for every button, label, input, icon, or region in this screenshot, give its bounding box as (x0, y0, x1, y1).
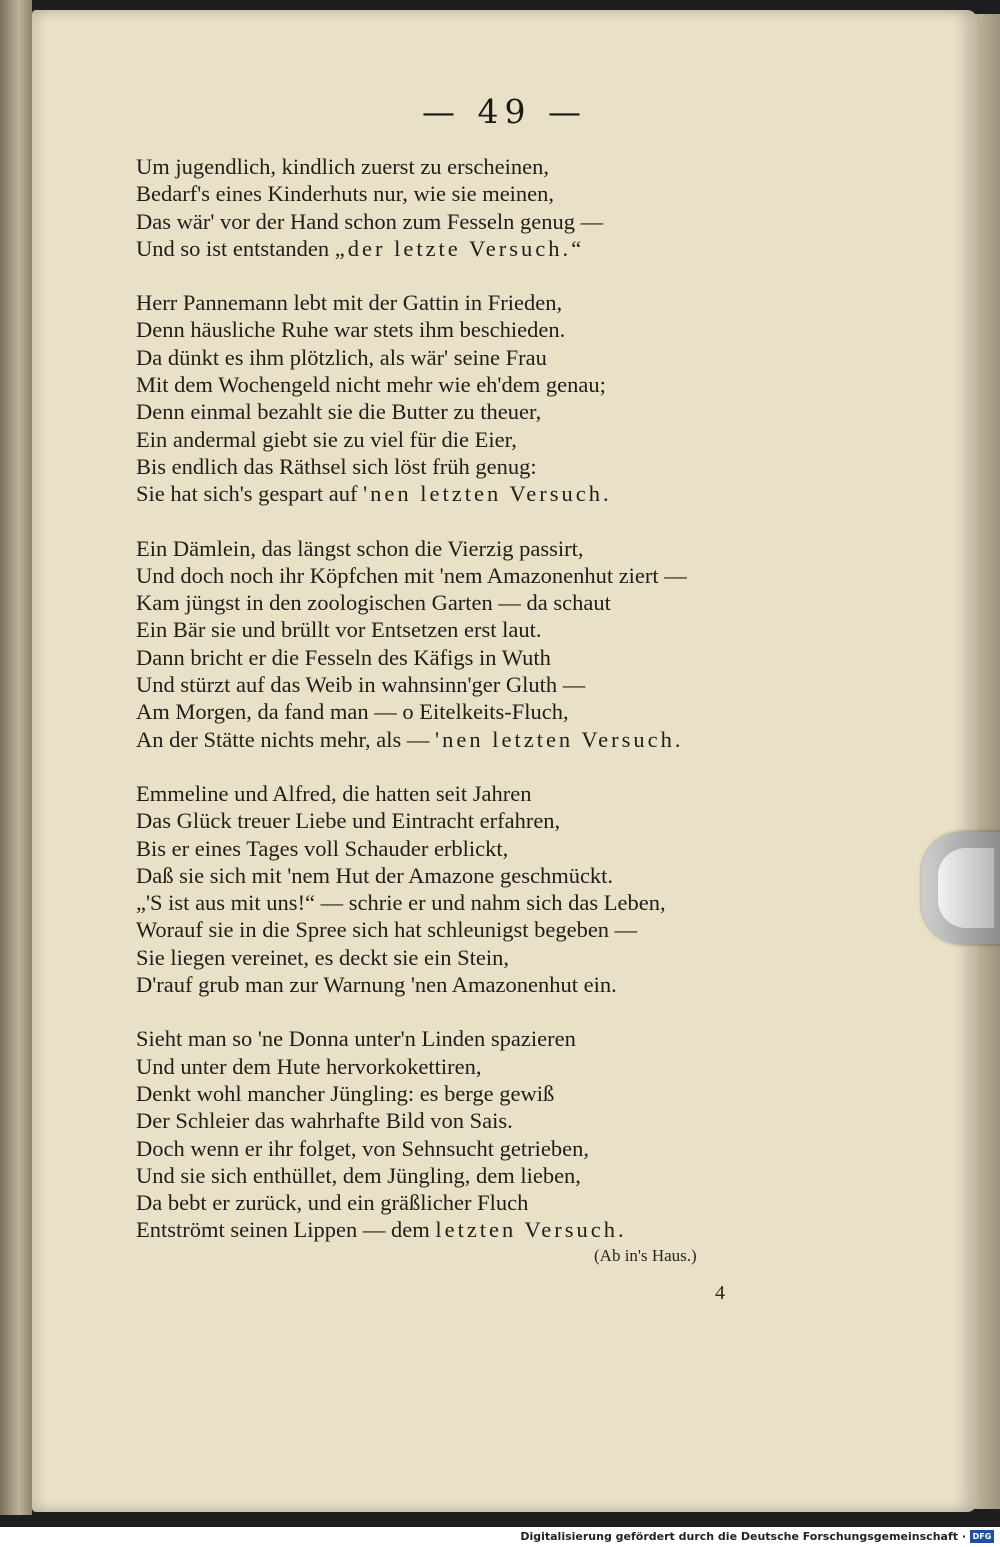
footer-bar (0, 1527, 1000, 1547)
verse-text: Da dünkt es ihm plötzlich, als wär' seine Frau (136, 344, 547, 370)
verse-text: „'S ist aus mit uns!“ — schrie er und nahm sich das Leben, (136, 890, 666, 916)
verse-line (136, 1053, 916, 1080)
page-number-header: — 49 — (422, 92, 587, 131)
verse-text: Denn häusliche Ruhe war stets ihm beschieden. (136, 317, 566, 343)
page-turn-handle[interactable] (922, 832, 1000, 944)
verse-line (136, 698, 916, 725)
verse-text: Am Morgen, da fand man — o Eitelkeits-Fluch, (136, 699, 569, 725)
verse-text: Mit dem Wochengeld nicht mehr wie eh'dem genau; (136, 372, 606, 398)
signature-mark: 4 (715, 1282, 725, 1304)
verse-text: Sieht man so 'ne Donna unter'n Linden spazieren (136, 1026, 576, 1052)
verse-line (136, 371, 916, 398)
verse-line (136, 644, 916, 671)
verse-line (136, 916, 916, 943)
verse-line (136, 480, 916, 507)
funding-credit: Digitalisierung gefördert durch die Deutsche Forschungsgemeinschaft · (520, 1530, 966, 1543)
verse-line (136, 153, 916, 180)
verse-line (136, 1107, 916, 1134)
stanza (136, 289, 916, 507)
verse-text: Worauf sie in die Spree sich hat schleunigst begeben — (136, 917, 638, 943)
verse-text: D'rauf grub man zur Warnung 'nen Amazonenhut ein. (136, 972, 617, 998)
dfg-logo-icon: DFG (970, 1530, 994, 1543)
verse-text: Sie hat sich's gespart auf (136, 481, 364, 507)
verse-text: Und so ist entstanden (136, 235, 335, 261)
verse-text: Da bebt er zurück, und ein gräßlicher Fluch (136, 1190, 529, 1216)
verse-line (136, 671, 916, 698)
verse-text: Der Schleier das wahrhafte Bild von Sais. (136, 1108, 513, 1134)
verse-line (136, 1216, 916, 1243)
verse-line (136, 208, 916, 235)
emphasized-text: letzten Versuch. (435, 1217, 627, 1243)
verse-text: Bis er eines Tages voll Schauder erblickt, (136, 835, 509, 861)
verse-line (136, 862, 916, 889)
verse-text: Das wär' vor der Hand schon zum Fesseln genug — (136, 208, 604, 234)
verse-line (136, 344, 916, 371)
verse-line (136, 944, 916, 971)
verse-line (136, 1189, 916, 1216)
emphasized-text: „der letzte Versuch.“ (334, 235, 585, 261)
verse-line (136, 235, 916, 262)
verse-line (136, 971, 916, 998)
verse-line (136, 426, 916, 453)
verse-text: Herr Pannemann lebt mit der Gattin in Frieden, (136, 290, 563, 316)
verse-text: Und sie sich enthüllet, dem Jüngling, dem lieben, (136, 1162, 581, 1188)
emphasized-text: 'nen letzten Versuch. (363, 481, 612, 507)
verse-text: Daß sie sich mit 'nem Hut der Amazone geschmückt. (136, 862, 614, 888)
stanza (136, 1025, 916, 1243)
verse-line (136, 616, 916, 643)
verse-text: Kam jüngst in den zoologischen Garten — da schaut (136, 590, 611, 616)
verse-line (136, 780, 916, 807)
verse-line (136, 1025, 916, 1052)
verse-text: Emmeline und Alfred, die hatten seit Jahren (136, 780, 532, 806)
verse-text: Doch wenn er ihr folget, von Sehnsucht getrieben, (136, 1135, 589, 1161)
verse-text: Um jugendlich, kindlich zuerst zu erscheinen, (136, 154, 549, 179)
verse-line (136, 835, 916, 862)
verse-line (136, 726, 916, 753)
book-page (32, 10, 977, 1512)
verse-line (136, 316, 916, 343)
verse-text: Und stürzt auf das Weib in wahnsinn'ger Gluth — (136, 672, 586, 698)
verse-line (136, 807, 916, 834)
emphasized-text: 'nen letzten Versuch. (435, 726, 684, 752)
verse-line (136, 1162, 916, 1189)
verse-text: Denn einmal bezahlt sie die Butter zu theuer, (136, 399, 542, 425)
verse-text: Dann bricht er die Fesseln des Käfigs in Wuth (136, 644, 551, 670)
verse-line (136, 1080, 916, 1107)
verse-text: Denkt wohl mancher Jüngling: es berge gewiß (136, 1080, 555, 1106)
verse-line (136, 589, 916, 616)
verse-text: Ein Dämlein, das längst schon die Vierzig passirt, (136, 535, 584, 561)
verse-text: Sie liegen vereinet, es deckt sie ein Stein, (136, 944, 510, 970)
verse-line (136, 562, 916, 589)
verse-text: Und unter dem Hute hervorkokettiren, (136, 1053, 482, 1079)
stage-direction: (Ab in's Haus.) (594, 1246, 697, 1265)
verse-text: Entströmt seinen Lippen — dem (136, 1217, 436, 1243)
page-stack-edge (975, 14, 1000, 1509)
stanza (136, 535, 916, 753)
verse-text: Bedarf's eines Kinderhuts nur, wie sie meinen, (136, 181, 555, 207)
verse-text: Ein Bär sie und brüllt vor Entsetzen erst laut. (136, 617, 542, 643)
verse-line (136, 289, 916, 316)
verse-line (136, 535, 916, 562)
verse-line (136, 889, 916, 916)
verse-text: Das Glück treuer Liebe und Eintracht erfahren, (136, 808, 561, 834)
verse-line (136, 1135, 916, 1162)
verse-line (136, 180, 916, 207)
adjacent-page-edge (0, 0, 32, 1515)
stanza (136, 153, 916, 262)
verse-text: Und doch noch ihr Köpfchen mit 'nem Amazonenhut ziert — (136, 562, 687, 588)
verse-line (136, 453, 916, 480)
verse-text: Ein andermal giebt sie zu viel für die Eier, (136, 426, 517, 452)
verse-text: Bis endlich das Räthsel sich löst früh genug: (136, 453, 537, 479)
poem-text (136, 153, 916, 1271)
verse-line (136, 398, 916, 425)
stanza (136, 780, 916, 998)
verse-text: An der Stätte nichts mehr, als — (136, 726, 436, 752)
